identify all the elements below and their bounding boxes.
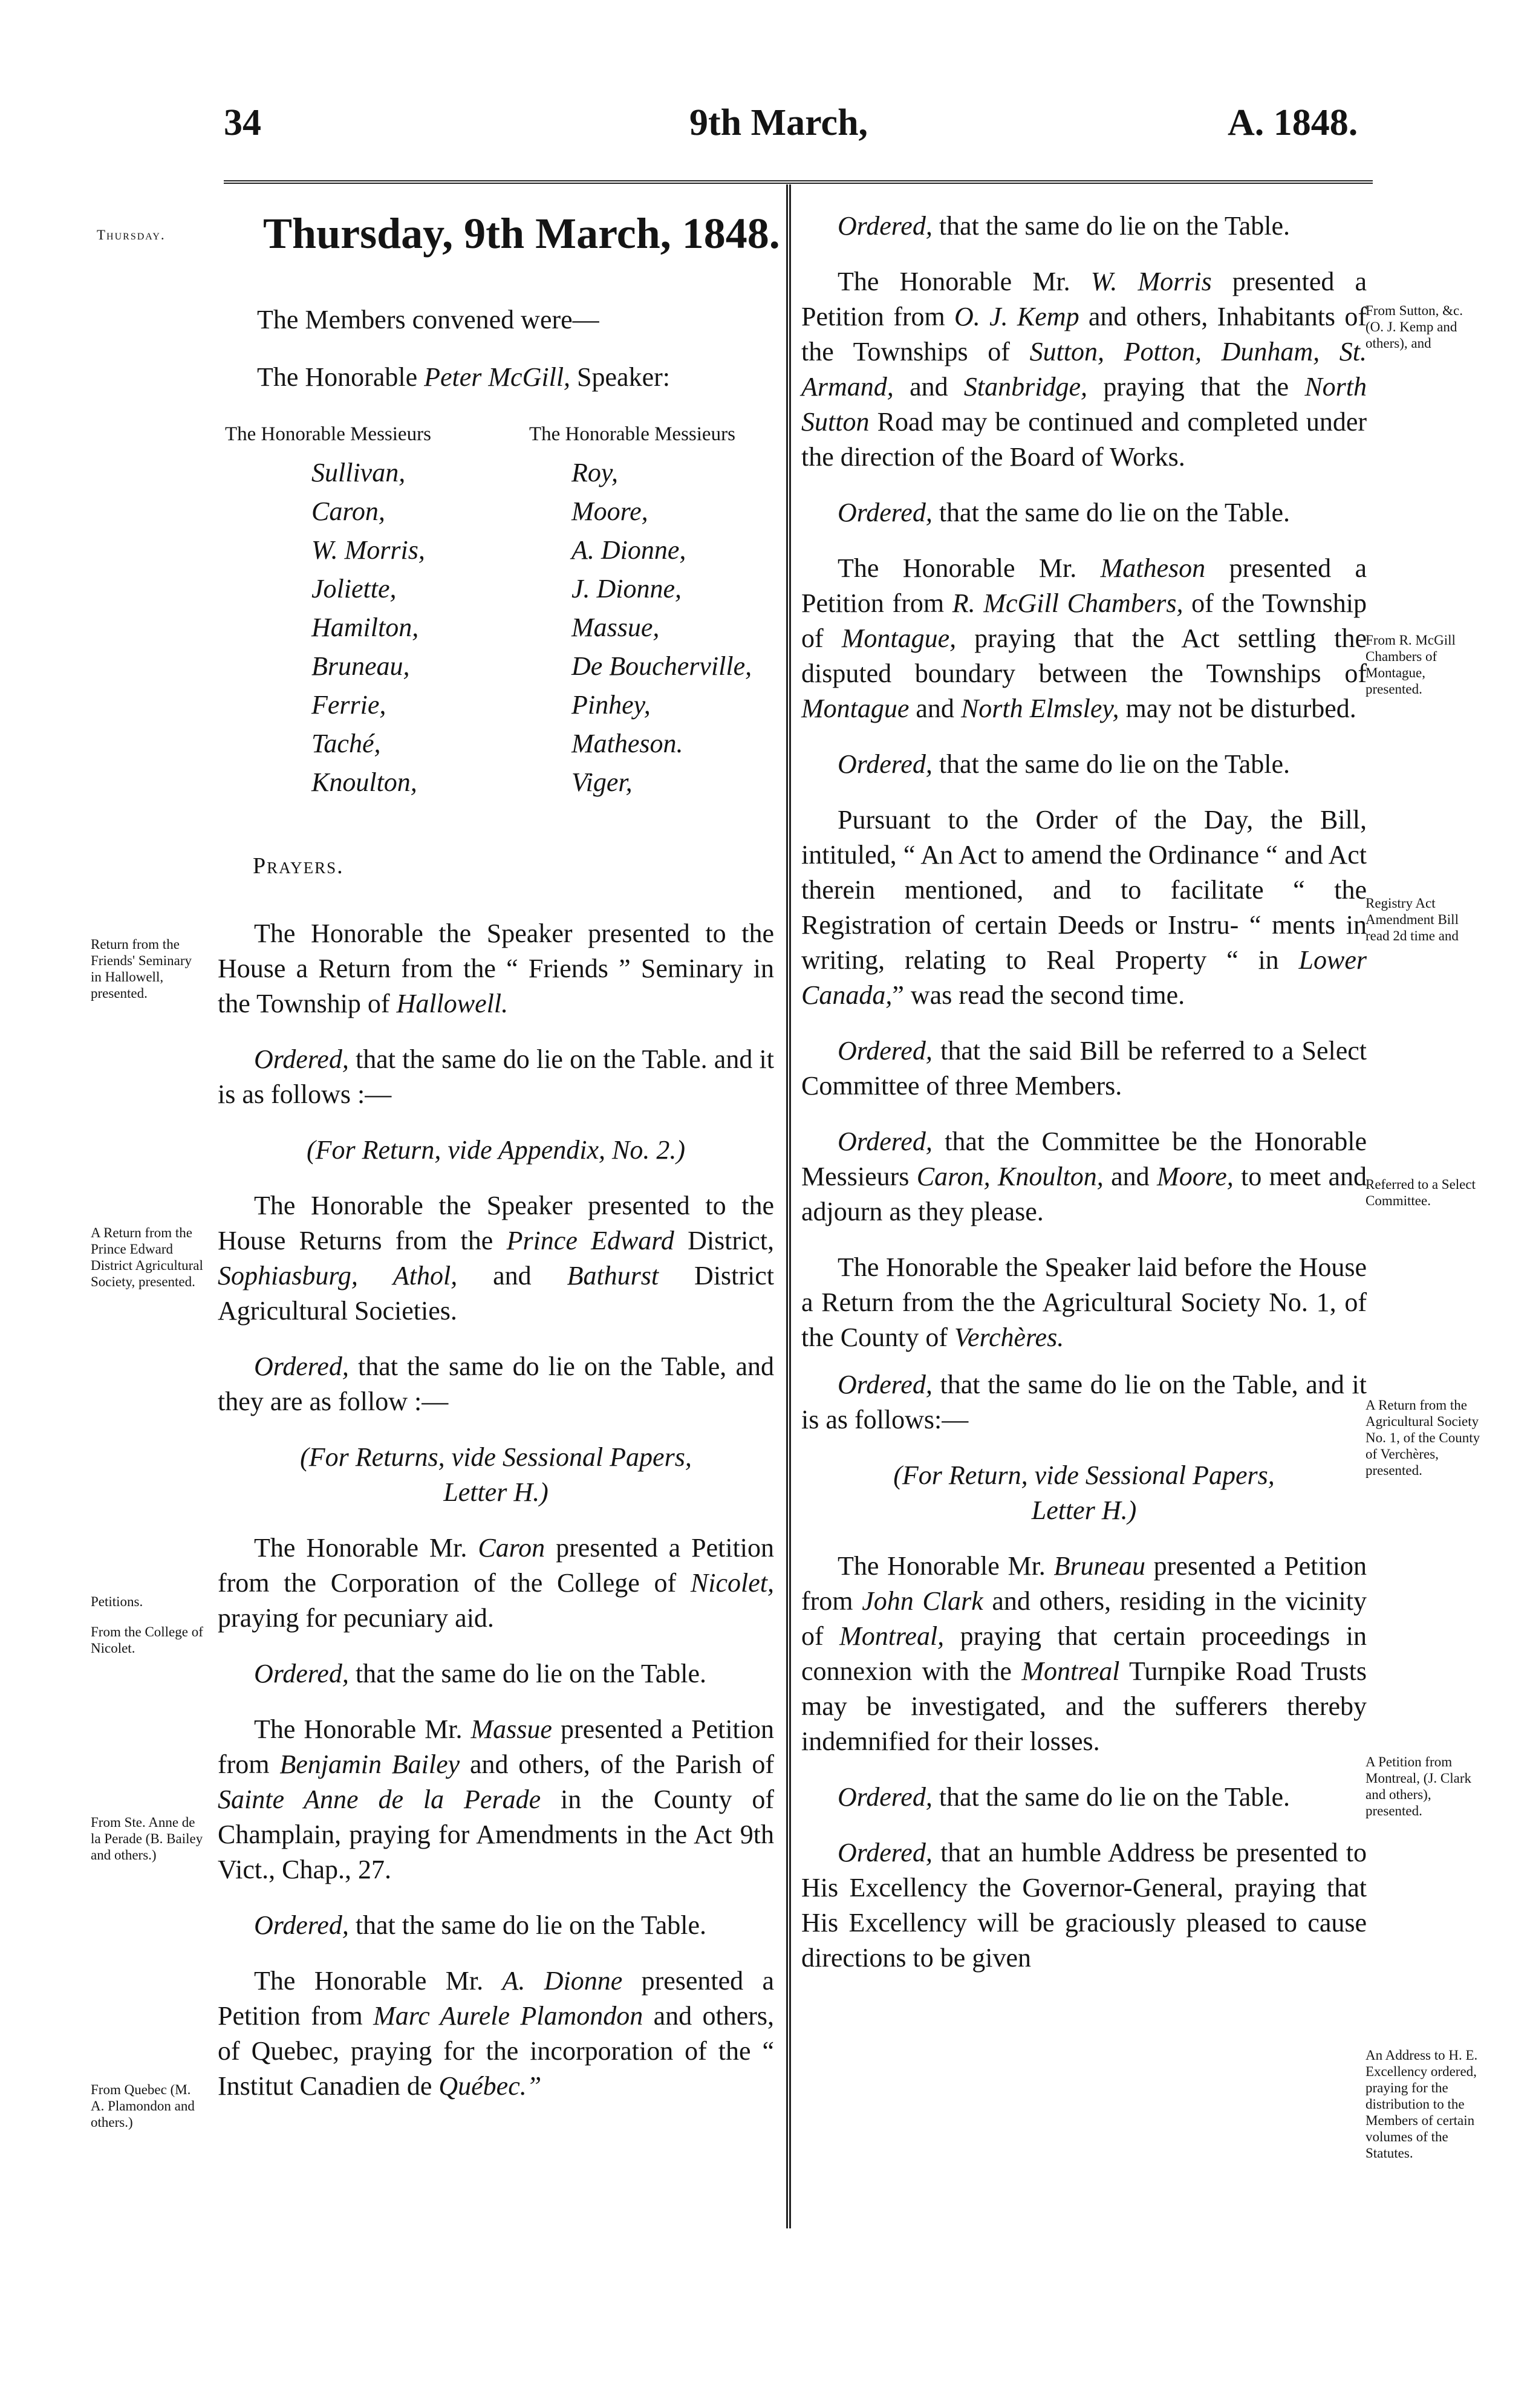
member: Massue, [571, 613, 660, 642]
page-year: A. 1848. [1228, 102, 1358, 143]
margin-vercheres: A Return from the Agricultural Society No. 1, of the County of Verchères, presented. [1366, 1398, 1480, 1478]
margin-select-committee: Referred to a Select Committee. [1366, 1177, 1476, 1208]
ordered-r6: Ordered, that the same do lie on the Table. [838, 1782, 1290, 1812]
member: De Boucherville, [571, 651, 752, 681]
paragraph-ste-anne: The Honorable Mr. Massue presented a Petition from Benjamin Bailey and others, of the Parish of Sainte Anne de la Perade in the County of Champlain, praying for Amendments in the Act 9th Vict., Chap., 27. [218, 1714, 775, 1884]
member: Sullivan, [311, 458, 406, 487]
vide-sessional-1: (For Returns, vide Sessional Papers, Letter H.) [300, 1442, 692, 1507]
member: Viger, [571, 767, 633, 797]
margin-day: Thursday. [97, 227, 166, 242]
margin-ste-anne: From Ste. Anne de la Perade (B. Bailey and others.) [91, 1815, 203, 1863]
margin-friends-seminary: Return from the Friends' Seminary in Hallowell, presented. [91, 937, 192, 1001]
prayers-heading: Prayers. [253, 853, 344, 879]
ordered-r2: Ordered, that the same do lie on the Table. [838, 749, 1290, 779]
member: Pinhey, [571, 690, 651, 720]
column-divider [786, 184, 791, 2228]
margin-montague: From R. McGill Chambers of Montague, presented. [1366, 633, 1456, 697]
member: W. Morris, [311, 535, 425, 565]
ordered-2: Ordered, that the same do lie on the Table, and they are as follow :— [218, 1352, 774, 1416]
margin-petitions: Petitions. [91, 1594, 143, 1609]
margin-registry-act: Registry Act Amendment Bill read 2d time and [1366, 896, 1459, 943]
member: Caron, [311, 496, 385, 526]
ordered-1: Ordered, that the same do lie on the Table. and it is as follows :— [218, 1044, 774, 1109]
paragraph-address: Ordered, that an humble Address be presented to His Excellency the Governor-General, praying that His Excellency will be graciously pleased to cause directions to be given [801, 1838, 1367, 1973]
speaker-line: The Honorable Peter McGill, Speaker: [257, 362, 670, 392]
margin-montreal: A Petition from Montreal, (J. Clark and others), presented. [1366, 1754, 1472, 1818]
margin-nicolet: From the College of Nicolet. [91, 1624, 203, 1656]
margin-sutton: From Sutton, &c. (O. J. Kemp and others), and [1366, 303, 1463, 351]
member: Ferrie, [311, 690, 386, 720]
member: Bruneau, [311, 651, 410, 681]
paragraph-prince-edward: The Honorable the Speaker presented to the House Returns from the Prince Edward District, Sophiasburg, Athol, and Bathurst District Agricultural Societies. [218, 1191, 775, 1326]
margin-address: An Address to H. E. Excellency ordered, praying for the distribution to the Members of certain volumes of the Statutes. [1366, 2048, 1478, 2161]
vide-sessional-2: (For Return, vide Sessional Papers, Letter H.) [893, 1460, 1275, 1525]
paragraph-friends-seminary: The Honorable the Speaker presented to the House a Return from the “ Friends ” Seminary in the Township of Hallowell. [218, 919, 774, 1018]
paragraph-montague: The Honorable Mr. Matheson presented a Petition from R. McGill Chambers, of the Township of Montague, praying that the Act settling the disputed boundary between the Townships of Montague and North Elmsley, may not be disturbed. [801, 553, 1367, 723]
member: Roy, [571, 458, 618, 487]
right-body [801, 209, 1367, 1976]
member: Taché, [311, 729, 381, 758]
page-title: Thursday, 9th March, 1848. [263, 209, 780, 258]
page-date: 9th March, [689, 102, 868, 143]
member: J. Dionne, [571, 574, 682, 604]
member: Hamilton, [311, 613, 419, 642]
member: Moore, [571, 496, 648, 526]
members-list-left [311, 454, 425, 802]
ordered-r1: Ordered, that the same do lie on the Table. [838, 498, 1290, 527]
member: Matheson. [571, 729, 683, 758]
margin-prince-edward: A Return from the Prince Edward District Agricultural Society, presented. [91, 1225, 203, 1289]
page-number: 34 [224, 102, 261, 143]
member: Knoulton, [311, 767, 417, 797]
ordered-r5: Ordered, that the same do lie on the Table, and it is as follows:— [801, 1370, 1367, 1434]
left-body [218, 916, 774, 2104]
paragraph-sutton: The Honorable Mr. W. Morris presented a Petition from O. J. Kemp and others, Inhabitants of the Townships of Sutton, Potton, Dunham, St. Armand, and Stanbridge, praying that the North Sutton Road may be continued and completed under the direction of the Board of Works. [801, 267, 1367, 472]
header-rule [224, 180, 1373, 184]
members-convened: The Members convened were— [257, 305, 599, 334]
paragraph-montreal: The Honorable Mr. Bruneau presented a Petition from John Clark and others, residing in the vicinity of Montreal, praying that certain proceedings in connexion with the Montreal Turnpike Road Trusts may be investigated, and the sufferers thereby indemnified for their losses. [801, 1551, 1367, 1756]
paragraph-vercheres: The Honorable the Speaker laid before the House a Return from the the Agricultural Society No. 1, of the County of Verchères. [801, 1252, 1367, 1352]
members-header-right: The Honorable Messieurs [529, 423, 735, 445]
vide-appendix: (For Return, vide Appendix, No. 2.) [306, 1135, 686, 1165]
paragraph-quebec: The Honorable Mr. A. Dionne presented a Petition from Marc Aurele Plamondon and others, of Quebec, praying for the incorporation of the “ Institut Canadien de Québec.” [218, 1966, 775, 2101]
paragraph-registry-bill: Pursuant to the Order of the Day, the Bill, intituled, “ An Act to amend the Ordinance “ and Act therein mentioned, and to facilitate “ the Registration of certain Deeds or Instru- “ ments in writing, relating to Real Property “ in Lower Canada,” was read the second time. [801, 805, 1367, 1010]
members-header-left: The Honorable Messieurs [225, 423, 431, 445]
members-list-right [571, 454, 752, 802]
member: Joliette, [311, 574, 397, 604]
ordered-r4: Ordered, that the Committee be the Honorable Messieurs Caron, Knoulton, and Moore, to meet and adjourn as they please. [801, 1127, 1367, 1226]
ordered-3: Ordered, that the same do lie on the Table. [254, 1659, 706, 1688]
member: A. Dionne, [571, 535, 686, 565]
ordered-r0: Ordered, that the same do lie on the Table. [838, 211, 1290, 241]
ordered-4: Ordered, that the same do lie on the Table. [254, 1910, 706, 1940]
ordered-r3: Ordered, that the said Bill be referred to a Select Committee of three Members. [801, 1036, 1367, 1101]
margin-quebec: From Quebec (M. A. Plamondon and others.) [91, 2082, 195, 2130]
paragraph-nicolet: The Honorable Mr. Caron presented a Petition from the Corporation of the College of Nicolet, praying for pecuniary aid. [218, 1533, 775, 1633]
